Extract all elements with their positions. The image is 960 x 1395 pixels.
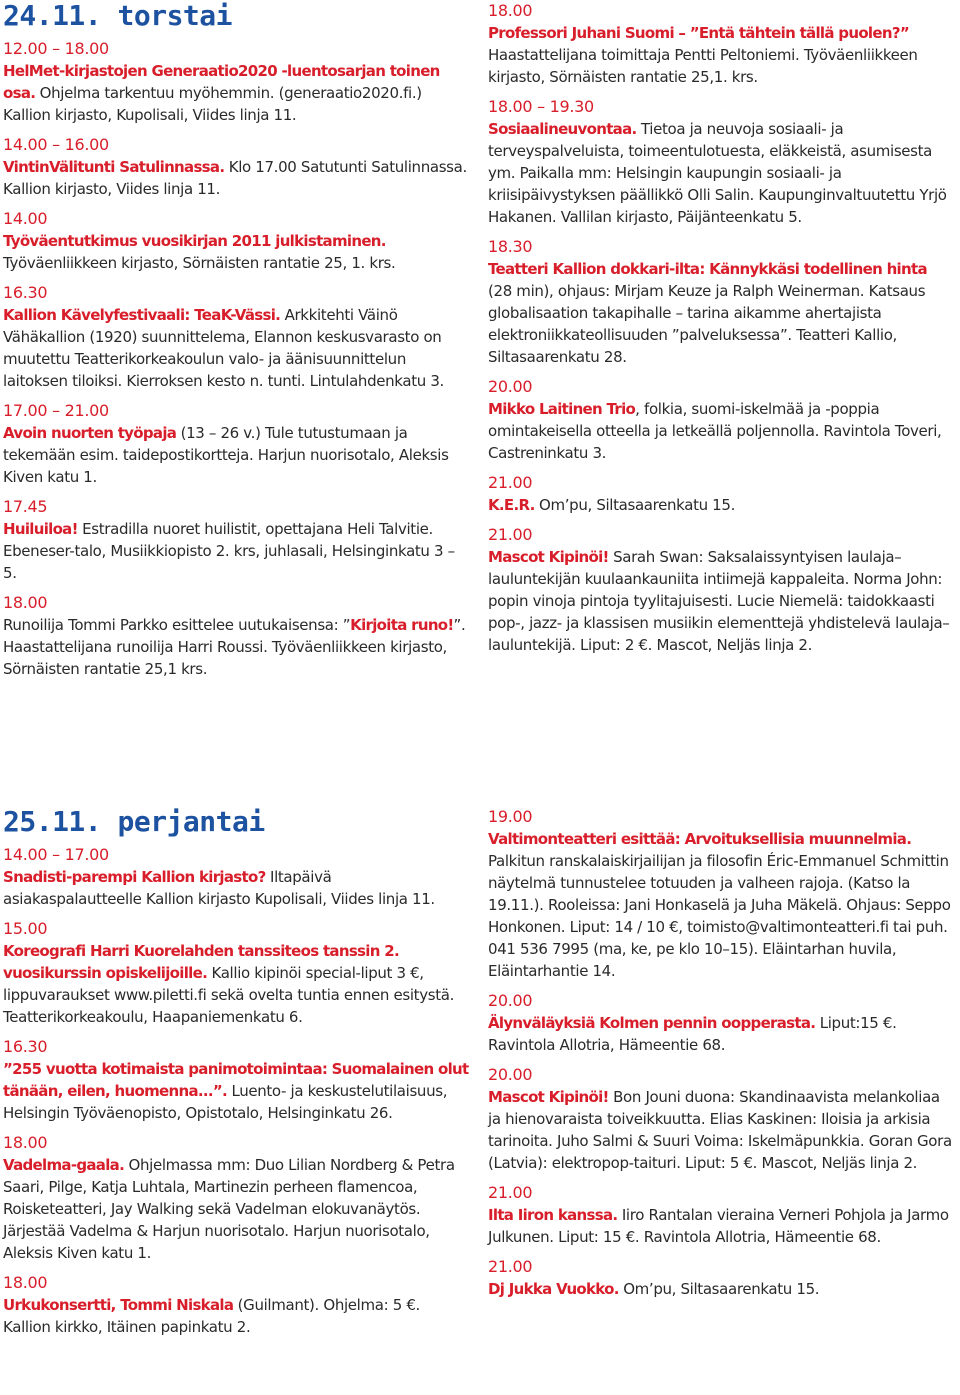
event-body bbox=[3, 1154, 469, 1264]
event-body bbox=[3, 866, 469, 910]
event-title: HelMet-kirjastojen Generaatio2020 -luentosarjan toinen osa. bbox=[3, 62, 440, 102]
event-title: Älynväläyksiä Kolmen pennin oopperasta. bbox=[488, 1014, 816, 1032]
event-title: Vadelma-gaala. bbox=[3, 1156, 125, 1174]
event-body bbox=[3, 1058, 469, 1124]
column-thursday-left bbox=[3, 0, 469, 688]
event-title: Ilta Iiron kanssa. bbox=[488, 1206, 618, 1224]
event-body bbox=[488, 828, 954, 982]
event-item bbox=[3, 134, 469, 200]
event-time: 14.00 – 16.00 bbox=[3, 135, 109, 154]
event-title: Koreografi Harri Kuorelahden tanssiteos tanssin 2. vuosikurssin opiskelijoille. bbox=[3, 942, 399, 982]
event-description: Luento- ja keskustelutilaisuus, Helsingin Työväenopisto, Opistotalo, Helsinginkatu 26. bbox=[3, 1082, 448, 1122]
event-description: Tietoa ja neuvoja sosiaali- ja terveyspalveluista, toimeentulotuesta, eläkkeistä, asumisesta ym. Paikalla mm: Helsingin kaupungin sosiaali- ja kriisipäivystyksen päällikkö Olli Salin. Kaupunginvaltuutettu Yrjö Hakanen. Vallilan kirjasto, Päijänteenkatu 5. bbox=[488, 120, 947, 226]
event-description: Om’pu, Siltasaarenkatu 15. bbox=[534, 496, 735, 514]
event-time: 20.00 bbox=[488, 1065, 533, 1084]
event-description: Kallio kipinöi special-liput 3 €, lippuvaraukset www.piletti.fi sekä ovelta tuntia ennen esitystä. Teatterikorkeakoulu, Haapaniemenkatu 6. bbox=[3, 964, 454, 1026]
event-title: Professori Juhani Suomi – ”Entä tähtein tällä puolen?” bbox=[488, 24, 909, 42]
event-body bbox=[3, 422, 469, 488]
event-time: 18.00 bbox=[3, 1273, 48, 1292]
event-time: 17.45 bbox=[3, 497, 48, 516]
event-title: Avoin nuorten työpaja bbox=[3, 424, 177, 442]
event-body bbox=[488, 1204, 954, 1248]
event-item bbox=[488, 236, 954, 368]
event-item bbox=[488, 1064, 954, 1174]
event-title: Kirjoita runo! bbox=[350, 616, 454, 634]
event-description: (28 min), ohjaus: Mirjam Keuze ja Ralph Weinerman. Katsaus globalisaation takapihalle – tarina aikamme ahertajista elektroniikkateollisuuden ”palveluksessa”. Teatteri Kallio, Siltasaarenkatu 28. bbox=[488, 282, 926, 366]
event-body bbox=[488, 1278, 954, 1300]
event-body bbox=[488, 1086, 954, 1174]
event-body bbox=[3, 230, 469, 274]
event-title: Työväentutkimus vuosikirjan 2011 julkistaminen. bbox=[3, 232, 386, 250]
event-time: 17.00 – 21.00 bbox=[3, 401, 109, 420]
event-description: Liput:15 €. Ravintola Allotria, Hämeentie 68. bbox=[488, 1014, 897, 1054]
event-time: 18.00 bbox=[488, 1, 533, 20]
event-item bbox=[3, 1036, 469, 1124]
event-item bbox=[488, 0, 954, 88]
event-item bbox=[3, 38, 469, 126]
event-time: 15.00 bbox=[3, 919, 48, 938]
event-item bbox=[488, 472, 954, 516]
event-item bbox=[488, 376, 954, 464]
event-body bbox=[488, 22, 954, 88]
event-time: 16.30 bbox=[3, 1037, 48, 1056]
event-description: Ohjelmassa mm: Duo Lilian Nordberg & Petra Saari, Pilge, Katja Luhtala, Martinezin perheen flamencoa, Roisketeatteri, Jay Walking sekä Vadelman elokuvanäytös. Järjestää Vadelma & Harjun nuorisotalo. Harjun nuorisotalo, Aleksis Kiven katu 1. bbox=[3, 1156, 455, 1262]
event-description: Estradilla nuoret huilistit, opettajana Heli Talvitie. Ebeneser-talo, Musiikkiopisto 2. krs, juhlasali, Helsinginkatu 3 – 5. bbox=[3, 520, 455, 582]
event-item bbox=[488, 1256, 954, 1300]
event-time: 18.00 bbox=[3, 593, 48, 612]
event-time: 18.00 bbox=[3, 1133, 48, 1152]
column-friday-left bbox=[3, 806, 469, 1346]
event-time: 20.00 bbox=[488, 377, 533, 396]
event-title: Kallion Kävelyfestivaali: TeaK-Vässi. bbox=[3, 306, 281, 324]
event-title: Mikko Laitinen Trio bbox=[488, 400, 636, 418]
event-title: K.E.R. bbox=[488, 496, 535, 514]
event-item bbox=[3, 592, 469, 680]
event-item bbox=[3, 282, 469, 392]
event-body bbox=[3, 940, 469, 1028]
event-body bbox=[3, 1294, 469, 1338]
event-description: Klo 17.00 Satutunti Satulinnassa. Kallion kirjasto, Viides linja 11. bbox=[3, 158, 467, 198]
day-heading: 24.11. torstai bbox=[3, 0, 233, 32]
event-description: Haastattelijana toimittaja Pentti Peltoniemi. Työväenliikkeen kirjasto, Sörnäisten rantatie 25,1. krs. bbox=[488, 46, 918, 86]
event-title: Snadisti-parempi Kallion kirjasto? bbox=[3, 868, 266, 886]
event-body bbox=[3, 60, 469, 126]
event-title: Urkukonsertti, Tommi Niskala bbox=[3, 1296, 234, 1314]
event-time: 14.00 – 17.00 bbox=[3, 845, 109, 864]
event-title: VintinVälitunti Satulinnassa. bbox=[3, 158, 225, 176]
event-item bbox=[488, 96, 954, 228]
event-item bbox=[3, 844, 469, 910]
column-thursday-right bbox=[488, 0, 954, 664]
event-title: Teatteri Kallion dokkari-ilta: Kännykkäsi todellinen hinta bbox=[488, 260, 927, 278]
event-body bbox=[3, 304, 469, 392]
event-description: Ohjelma tarkentuu myöhemmin. (generaatio2020.fi.) Kallion kirjasto, Kupolisali, Viides linja 11. bbox=[3, 84, 422, 124]
event-time: 14.00 bbox=[3, 209, 48, 228]
event-description: Om’pu, Siltasaarenkatu 15. bbox=[618, 1280, 820, 1298]
event-title: Huiluiloa! bbox=[3, 520, 78, 538]
event-time: 20.00 bbox=[488, 991, 533, 1010]
event-item bbox=[488, 524, 954, 656]
column-friday-right bbox=[488, 806, 954, 1308]
event-description: Palkitun ranskalaiskirjailijan ja filosofin Éric-Emmanuel Schmittin näytelmä tunnustelee totuuden ja valheen rajoja. (Katso la 19.11.). Rooleissa: Jani Honkaselä ja Juha Mäkelä. Ohjaus: Seppo Honkonen. Liput: 14 / 10 €, toimisto@valtimonteatteri.fi tai puh. 041 536 7995 (ma, ke, pe klo 10–15). Eläintarhan huvila, Eläintarhantie 14. bbox=[488, 852, 951, 980]
event-title: Valtimonteatteri esittää: Arvoituksellisia muunnelmia. bbox=[488, 830, 912, 848]
event-time: 21.00 bbox=[488, 1257, 533, 1276]
event-time: 19.00 bbox=[488, 807, 533, 826]
event-body bbox=[3, 518, 469, 584]
event-item bbox=[3, 1272, 469, 1338]
event-description: Työväenliikkeen kirjasto, Sörnäisten rantatie 25, 1. krs. bbox=[3, 254, 396, 272]
event-time: 18.30 bbox=[488, 237, 533, 256]
event-body bbox=[488, 1012, 954, 1056]
event-description: Sarah Swan: Saksalaissyntyisen laulaja–lauluntekijän kuulaankauniita intiimejä kappaleita. Norma John: popin vinoja pintoja tyylitajuisesti. Lucie Niemelä: taidokkaasti pop-, jazz- ja klassisen musiikin elementtejä yhdistelevä laulaja–lauluntekijä. Liput: 2 €. Mascot, Neljäs linja 2. bbox=[488, 548, 950, 654]
event-title: Mascot Kipinöi! bbox=[488, 1088, 609, 1106]
event-item bbox=[488, 990, 954, 1056]
event-item bbox=[3, 400, 469, 488]
event-time: 21.00 bbox=[488, 473, 533, 492]
event-time: 18.00 – 19.30 bbox=[488, 97, 594, 116]
event-description: Iltapäivä asiakaspalautteelle Kallion kirjasto Kupolisali, Viides linja 11. bbox=[3, 868, 435, 908]
event-title: Mascot Kipinöi! bbox=[488, 548, 609, 566]
event-time: 12.00 – 18.00 bbox=[3, 39, 109, 58]
event-description: (Guilmant). Ohjelma: 5 €. Kallion kirkko, Itäinen papinkatu 2. bbox=[3, 1296, 420, 1336]
event-body bbox=[488, 258, 954, 368]
event-body bbox=[488, 398, 954, 464]
event-item bbox=[488, 1182, 954, 1248]
event-body bbox=[3, 156, 469, 200]
event-time: 16.30 bbox=[3, 283, 48, 302]
event-item bbox=[488, 806, 954, 982]
event-description: , folkia, suomi-iskelmää ja -poppia omintakeisella otteella ja letkeällä poljennolla. Ravintola Toveri, Castreninkatu 3. bbox=[488, 400, 942, 462]
event-description: Arkkitehti Väinö Vähäkallion (1920) suunnittelema, Elannon keskusvarasto on muutettu Teatterikorkeakoulun valo- ja äänisuunnittelun laitoksen tiloiksi. Kierroksen kesto n. tunti. Lintulahdenkatu 3. bbox=[3, 306, 444, 390]
event-description: (13 – 26 v.) Tule tutustumaan ja tekemään esim. taidepostikortteja. Harjun nuorisotalo, Aleksis Kiven katu 1. bbox=[3, 424, 449, 486]
event-title: Dj Jukka Vuokko. bbox=[488, 1280, 619, 1298]
event-description: Iiro Rantalan vieraina Verneri Pohjola ja Jarmo Julkunen. Liput: 15 €. Ravintola Allotria, Hämeentie 68. bbox=[488, 1206, 949, 1246]
event-time: 21.00 bbox=[488, 1183, 533, 1202]
event-body bbox=[3, 614, 469, 680]
event-body bbox=[488, 494, 954, 516]
day-heading: 25.11. perjantai bbox=[3, 805, 265, 838]
event-time: 21.00 bbox=[488, 525, 533, 544]
event-title: ”255 vuotta kotimaista panimotoimintaa: Suomalainen olut tänään, eilen, huomenna...”. bbox=[3, 1060, 469, 1100]
event-item bbox=[3, 208, 469, 274]
event-item bbox=[3, 918, 469, 1028]
event-intro: Runoilija Tommi Parkko esittelee uutukaisensa: ” bbox=[3, 616, 351, 634]
event-item bbox=[3, 496, 469, 584]
event-description: Bon Jouni duona: Skandinaavista melankoliaa ja hienovaraista toiveikkuutta. Elias Kaskinen: Iloisia ja arkisia tarinoita. Juho Salmi & Suuri Voima: Iskelmäpunkkia. Goran Gora (Latvia): elektropop-taituri. Liput: 5 €. Mascot, Neljäs linja 2. bbox=[488, 1088, 952, 1172]
event-body bbox=[488, 118, 954, 228]
event-description: ”. Haastattelijana runoilija Harri Roussi. Työväenliikkeen kirjasto, Sörnäisten rantatie 25,1 krs. bbox=[3, 616, 466, 678]
event-title: Sosiaalineuvontaa. bbox=[488, 120, 637, 138]
event-item bbox=[3, 1132, 469, 1264]
event-body bbox=[488, 546, 954, 656]
